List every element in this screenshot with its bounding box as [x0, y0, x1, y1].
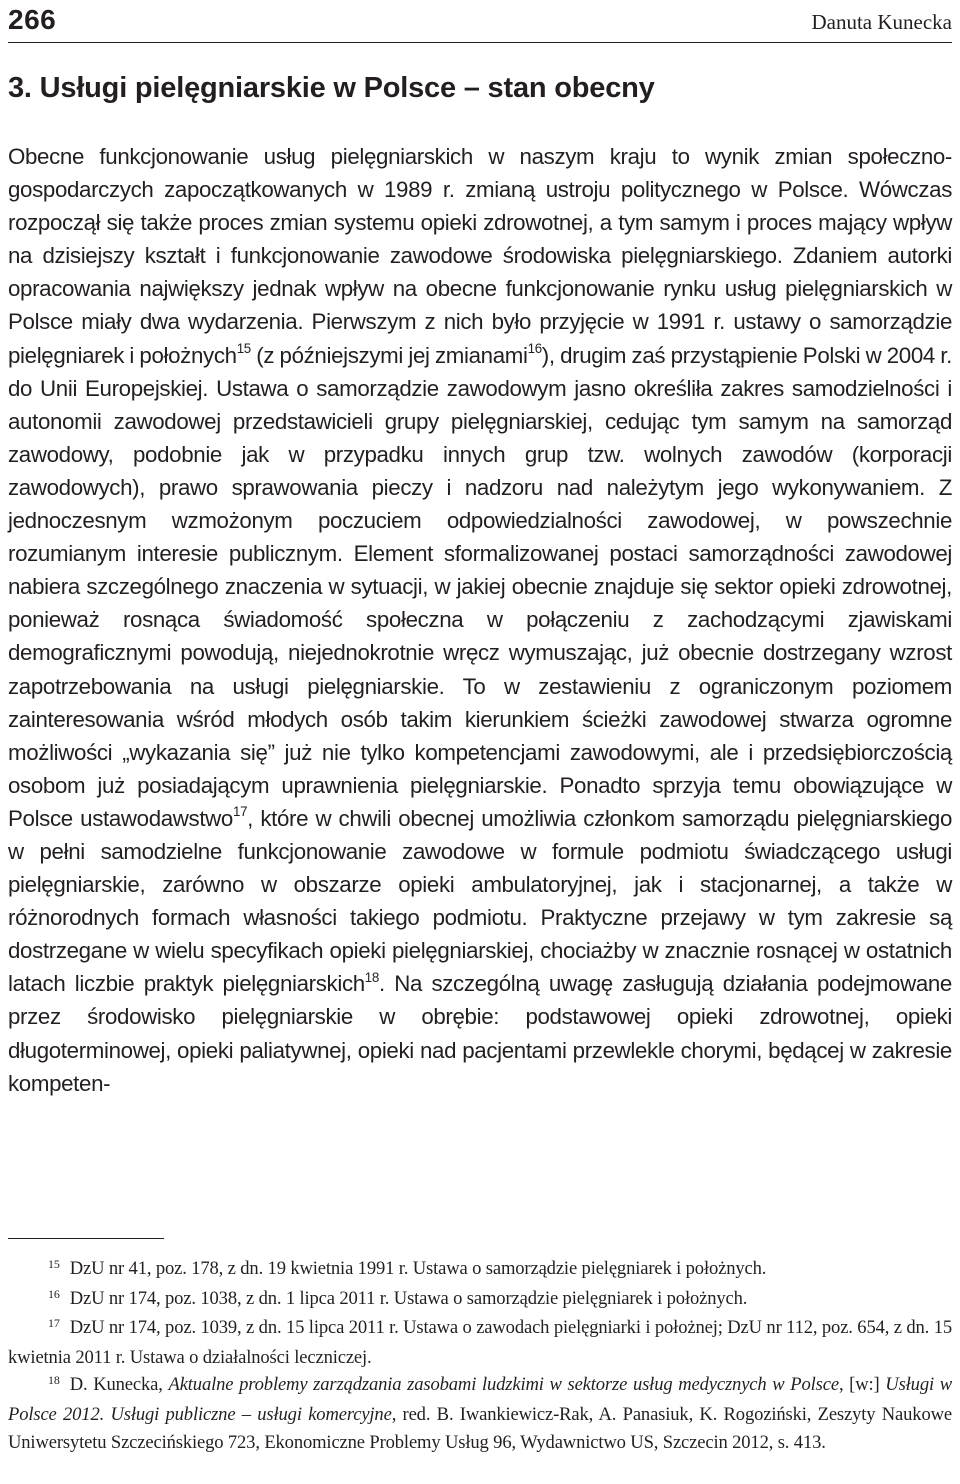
footnote-number: 17: [48, 1316, 60, 1331]
running-head-author: Danuta Kunecka: [811, 10, 952, 34]
footnote-number: 16: [48, 1286, 60, 1301]
page-number: 266: [8, 4, 57, 35]
footnote-number: 15: [48, 1257, 60, 1271]
footnote-book-title: Usługi w Polsce 2012. Usługi publiczne – usługi komercyjne: [8, 1374, 952, 1425]
body-paragraph: [8, 140, 952, 1100]
body-text-part-5: . Na szczególną uwagę zasługują działania podejmowane przez środowisko pielęgniarskie w obrębie: podstawowej opieki zdrowotnej, opieki długoterminowej, opieki paliatywnej, opieki nad pacjentami przewlekle chorymi, będącej w zakresie kompeten-: [8, 971, 952, 1096]
footnotes: [8, 1255, 952, 1456]
footnote-16: [8, 1285, 952, 1315]
section-title: 3. Usługi pielęgniarskie w Polsce – stan obecny: [8, 72, 655, 104]
footnote-ref-17[interactable]: 17: [233, 804, 248, 820]
footnote-in: , [w:]: [838, 1374, 886, 1396]
footnote-ref-16[interactable]: 16: [527, 340, 542, 356]
header-rule: [8, 42, 952, 43]
body-text-part-3: ), drugim zaś przystąpienie Polski w 2004 r. do Unii Europejskiej. Ustawa o samorządzie zawodowym jasno określiła zakres samodzielności i autonomii zawodowej przedstawicieli grupy pielęgniarskiej, cedując tym samym na samorząd zawodowy, podobnie jak w przypadku innych grup tzw. wolnych zawodów (korporacji zawodowych), prawo sprawowania pieczy i nadzoru nad należytym jego wykonywaniem. Z jednoczesnym wzmożonym poczuciem odpowiedzialności zawodowej, w powszechnie rozumianym interesie publicznym. Element sformalizowanej postaci samorządności zawodowej nabiera szczególnego znaczenia w sytuacji, w jakiej obecnie znajduje się sektor opieki zdrowotnej, ponieważ rosnąca świadomość społeczna w połączeniu z zachodzącymi zjawiskami demograficznymi powodują, niejednokrotnie wręcz wymuszając, już obecnie dostrzegany wzrost zapotrzebowania na usługi pielęgniarskie. To w zestawieniu z ograniczonym poziomem zainteresowania wśród młodych osób takim kierunkiem ścieżki zawodowej stwarza ogromne możliwości „wykazania się” już nie tylko kompetencjami zawodowymi, ale i przedsiębiorczością osobom już posiadającym uprawnienia pielęgniarskie. Ponadto sprzyja temu obowiązujące w Polsce ustawodawstwo: [8, 342, 952, 831]
footnote-text: DzU nr 174, poz. 1039, z dn. 15 lipca 2011 r. Ustawa o zawodach pielęgniarki i położnej; DzU nr 112, poz. 654, z dn. 15 kwietnia 2011 r. Ustawa o działalności leczniczej.: [8, 1317, 952, 1368]
footnote-publication-details: , red. B. Iwankiewicz-Rak, A. Panasiuk, K. Rogoziński, Zeszyty Naukowe Uniwersytetu Szczecińskiego 723, Ekonomiczne Problemy Usług 96, Wydawnictwo US, Szczecin 2012, s. 413.: [8, 1403, 952, 1453]
body-text-part-2: (z późniejszymi jej zmianami: [250, 342, 528, 368]
footnote-text: DzU nr 174, poz. 1038, z dn. 1 lipca 2011 r. Ustawa o samorządzie pielęgniarek i położnych.: [69, 1287, 748, 1309]
footnote-article-title: Aktualne problemy zarządzania zasobami ludzkimi w sektorze usług medycznych w Polsce: [168, 1374, 839, 1396]
footnote-ref-15[interactable]: 15: [236, 340, 251, 356]
body-text-part-1: Obecne funkcjonowanie usług pielęgniarskich w naszym kraju to wynik zmian społeczno-gospodarczych zapoczątkowanych w 1989 r. zmianą ustroju politycznego w Polsce. Wówczas rozpoczął się także proces zmian systemu opieki zdrowotnej, a tym samym i proces mający wpływ na dzisiejszy kształt i funkcjonowanie zawodowe środowiska pielęgniarskiego. Zdaniem autorki opracowania największy jednak wpływ na obecne funkcjonowanie rynku usług pielęgniarskich w Polsce miały dwa wydarzenia. Pierwszym z nich było przyjęcie w 1991 r. ustawy o samorządzie pielęgniarek i położnych: [8, 144, 952, 368]
footnote-separator: [8, 1238, 164, 1239]
footnote-text: DzU nr 41, poz. 178, z dn. 19 kwietnia 1991 r. Ustawa o samorządzie pielęgniarek i położnych.: [69, 1258, 767, 1279]
footnote-author: D. Kunecka,: [69, 1374, 169, 1396]
footnote-15: [8, 1255, 952, 1285]
footnote-18: [8, 1371, 952, 1456]
footnote-ref-18[interactable]: 18: [364, 969, 379, 985]
running-head: [8, 4, 952, 36]
body-text-part-4: , które w chwili obecnej umożliwia członkom samorządu pielęgniarskiego w pełni samodzielne funkcjonowanie zawodowe w formule podmiotu świadczącego usługi pielęgniarskie, zarówno w obszarze opieki ambulatoryjnej, jak i stacjonarnej, a także w różnorodnych formach własności takiego podmiotu. Praktyczne przejawy w tym zakresie są dostrzegane w wielu specyfikach opieki pielęgniarskiej, chociażby w znacznie rosnącej w ostatnich latach liczbie praktyk pielęgniarskich: [8, 805, 953, 997]
footnote-number: 18: [48, 1373, 60, 1388]
footnote-17: [8, 1314, 952, 1371]
